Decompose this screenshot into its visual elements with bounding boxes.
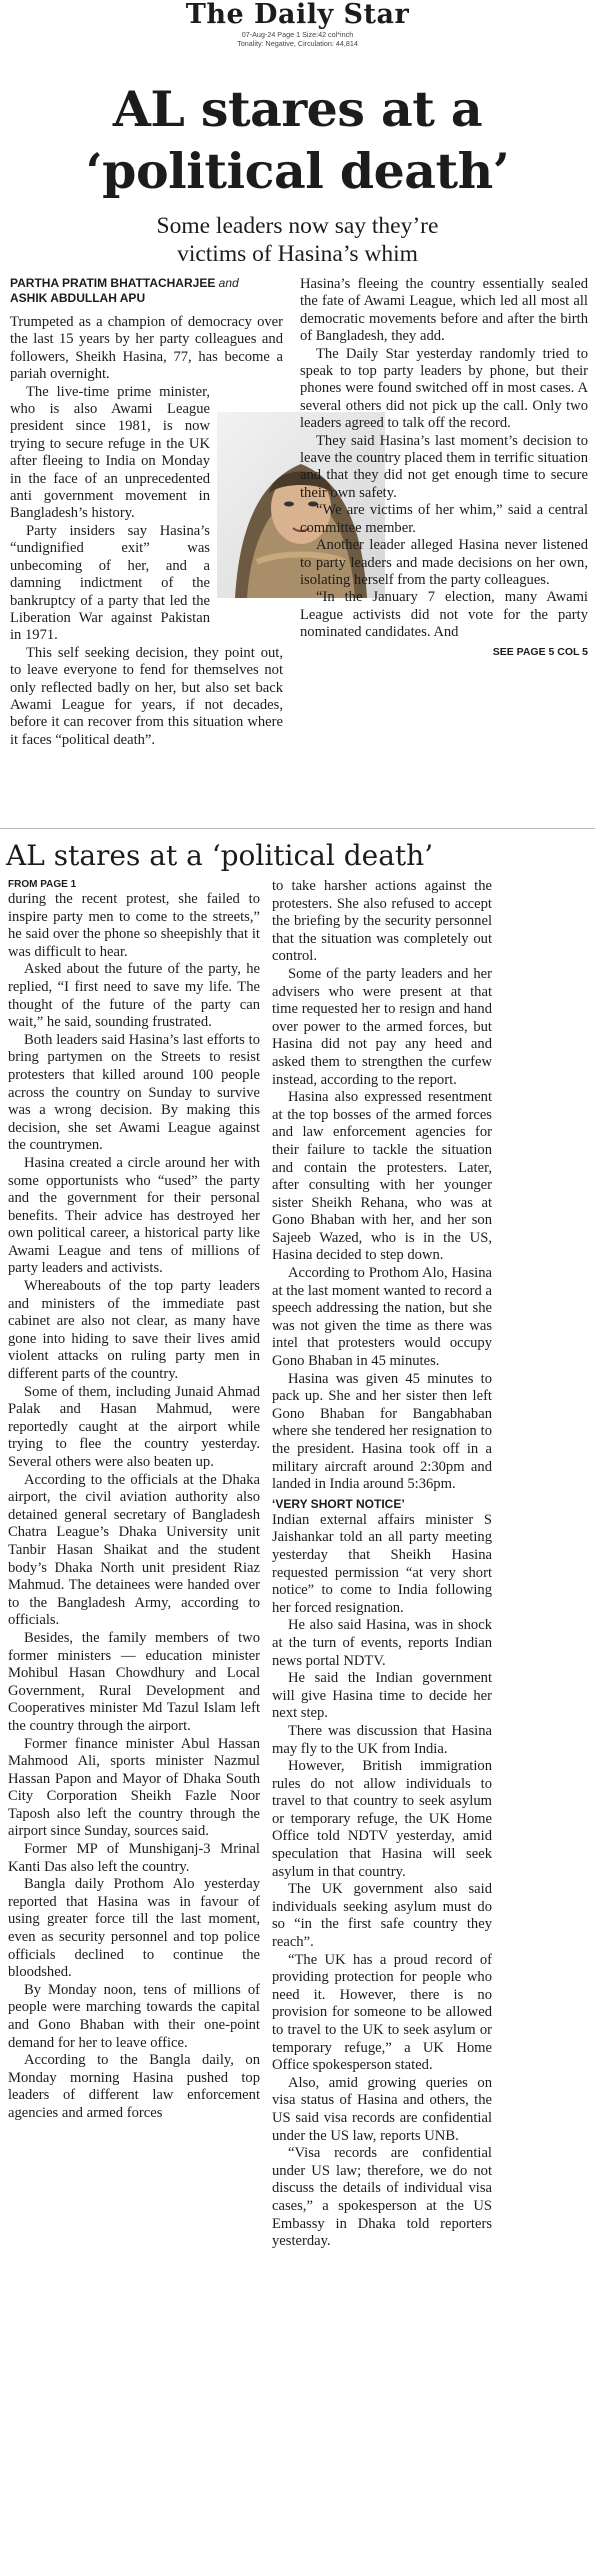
byline-author-1: PARTHA PRATIM BHATTACHARJEE — [10, 276, 216, 290]
paragraph: This self seeking decision, they point out, to leave everyone to fend for themselves not only reflected badly on her, but also set back Awami League for years, if not decades, before it can recover from this situation where it faces “political death”. — [10, 644, 283, 748]
paragraph: He also said Hasina, was in shock at the turn of events, reports Indian news portal NDTV. — [272, 1617, 492, 1669]
paragraph: However, British immigration rules do not allow individuals to travel to that country to seek asylum or temporary refuge, the UK Home Office told NDTV yesterday, amid speculation that Hasina will seek asylum in that country. — [272, 1758, 492, 1880]
paragraph: Trumpeted as a champion of democracy over the last 15 years by her party colleagues and followers, Sheikh Hasina, 77, has become a pariah overnight. — [10, 314, 283, 383]
paragraph: They said Hasina’s last moment’s decision to leave the country placed them in terrific situation and that they did not get enough time to secure their own safety. — [300, 432, 588, 501]
from-page-reference: FROM PAGE 1 — [8, 879, 77, 890]
paragraph: Former finance minister Abul Hassan Mahmood Ali, sports minister Nazmul Hassan Papon and Mayor of Dhaka South City Corporation Sheikh Fazle Noor Taposh also left the country through the airport since Sunday, sources said. — [8, 1735, 260, 1840]
paragraph: Another leader alleged Hasina never listened to party leaders and made decisions on her own, isolating herself from the party colleagues. — [300, 537, 588, 588]
clipping-meta-circulation: Tonality: Negative, Circulation: 44,814 — [237, 39, 358, 48]
byline-author-2: ASHIK ABDULLAH APU — [10, 291, 146, 305]
paragraph: According to the Bangla daily, on Monday morning Hasina pushed top leaders of different law enforcement agencies and armed forces — [8, 2052, 260, 2121]
paragraph: Party insiders say Hasina’s “undignified exit” was unbecoming of her, and a damning indictment of the bankruptcy of a party that led the Liberation War against Pakistan in 1971. — [10, 522, 210, 644]
paragraph: Asked about the future of the party, he replied, “I first need to save my life. The thought of the future of the party can wait,” he said, sounding frustrated. — [8, 961, 260, 1031]
paragraph: The UK government also said individuals seeking asylum must do so “in the first safe country they reach”. — [272, 1881, 492, 1951]
subsection-heading: ‘VERY SHORT NOTICE’ — [272, 1496, 405, 1511]
masthead — [0, 0, 595, 48]
paragraph: Whereabouts of the top party leaders and ministers of the immediate past cabinet are also not clear, as many have gone into hiding to save their lives amid violent attacks on ruling party men in different parts of the country. — [8, 1278, 260, 1383]
front-right-column — [300, 276, 588, 661]
paragraph: Hasina also expressed resentment at the top bosses of the armed forces and law enforcement agencies for their failure to tackle the situation and contain the protesters. Later, after consulting with her younger sister Sheikh Rehana, who was at Gono Bhaban with her, and her son Sajeeb Wazed, who is in the US, Hasina decided to step down. — [272, 1089, 492, 1264]
subheadline — [0, 212, 595, 268]
jump-headline: AL stares at a ‘political death’ — [6, 839, 434, 872]
paragraph: during the recent protest, she failed to inspire party men to come to the streets,” he said over the phone so sheepishly that it was difficult to hear. — [8, 891, 260, 960]
paragraph: Former MP of Munshiganj-3 Mrinal Kanti Das also left the country. — [8, 1841, 260, 1875]
byline — [10, 276, 283, 306]
headline-line-1: AL stares at a — [112, 80, 483, 138]
byline-and: and — [218, 276, 239, 290]
paragraph: The live-time prime minister, who is also Awami League president since 1981, is now trying to secure refuge in the UK after fleeing to India on Monday in the face of an unprecedented anti government movement in Bangladesh’s history. — [10, 383, 210, 522]
headline-line-2: ‘political death’ — [85, 142, 510, 200]
paragraph: Some of the party leaders and her advisers who were present at that time requested her to resign and hand over power to the armed forces, but Hasina did not pay any heed and asked them to strengthen the curfew instead, according to the report. — [272, 965, 492, 1088]
paragraph: According to the officials at the Dhaka airport, the civil aviation authority also detained general secretary of Bangladesh Chatra League’s Dhaka University unit Tanbir Hasan Shaikat and the student body’s Dhaka North unit president Riaz Mahmud. The detainees were handed over to the Bangladesh Army, according to officials. — [8, 1471, 260, 1629]
clipping-meta-date: 07-Aug-24 Page 1 Size:42 col*inch — [241, 30, 354, 39]
paragraph: “Visa records are confidential under US law; therefore, we do not discuss the details of individual visa cases,” a spokesperson at the US Embassy in Dhaka told reporters yesterday. — [272, 2145, 492, 2250]
see-page-reference: SEE PAGE 5 COL 5 — [492, 645, 588, 658]
paragraph: Also, amid growing queries on visa status of Hasina and others, the US said visa records are confidential under the US law, reports UNB. — [272, 2074, 492, 2144]
paragraph: He said the Indian government will give Hasina time to decide her next step. — [272, 1670, 492, 1722]
jump-column-1 — [8, 878, 260, 2123]
paragraph: According to Prothom Alo, Hasina at the last moment wanted to record a speech addressing the nation, but she was not given the time as there was intel that protesters would occupy Gono Bhaban in 45 minutes. — [272, 1265, 492, 1370]
subheadline-line-2: victims of Hasina’s whim — [177, 241, 418, 267]
paragraph: Hasina created a circle around her with some opportunists who “used” the party and the government for their personal benefits. Their advice has destroyed her own political career, a historical party like Awami League and tens of millions of party leaders and activists. — [8, 1154, 260, 1277]
paragraph: Both leaders said Hasina’s last efforts to bring partymen on the Streets to resist protesters that killed around 100 people across the country on Sunday to survive was a wrong decision. By making this decision, she set Awami League against the countrymen. — [8, 1031, 260, 1154]
jump-column-2 — [272, 878, 492, 2251]
paragraph: Hasina’s fleeing the country essentially sealed the fate of Awami League, which led all most all democratic movements before and after the birth of Bangladesh, they add. — [300, 276, 588, 345]
paragraph: Hasina was given 45 minutes to pack up. She and her sister then left Gono Bhaban for Bangabhaban where she tendered her resignation to the president. Hasina took off in a military aircraft around 2:30pm and landed in India around 5:36pm. — [272, 1370, 492, 1493]
paragraph: “In the January 7 election, many Awami League activists did not vote for the party nominated candidates. And — [300, 589, 588, 641]
paragraph: “We are victims of her whim,” said a central committee member. — [300, 502, 588, 536]
newspaper-logo: The Daily Star — [185, 0, 410, 30]
paragraph: Besides, the family members of two former ministers — education minister Mohibul Hasan Chowdhury and Local Government, Rural Development and Cooperatives minister Md Tazul Islam left the country through the airport. — [8, 1629, 260, 1734]
paragraph: Bangla daily Prothom Alo yesterday reported that Hasina was in favour of using greater force till the last moment, even as security personnel and top police officials declined to continue the bloodshed. — [8, 1876, 260, 1981]
paragraph: to take harsher actions against the protesters. She also refused to accept the briefing by the security personnel that the situation was completely out control. — [272, 878, 492, 965]
paragraph: “The UK has a proud record of providing protection for people who need it. However, there is no provision for someone to be allowed to travel to the UK to seek asylum or temporary refuge,” a UK Home Office spokesperson stated. — [272, 1951, 492, 2074]
subheadline-line-1: Some leaders now say they’re — [156, 213, 439, 239]
headline — [0, 78, 595, 202]
paragraph: Indian external affairs minister S Jaishankar told an all party meeting yesterday that Sheikh Hasina requested permission “at very short notice” to come to India following her forced resignation. — [272, 1511, 492, 1616]
paragraph: There was discussion that Hasina may fly to the UK from India. — [272, 1722, 492, 1757]
section-divider — [0, 828, 595, 829]
paragraph: The Daily Star yesterday randomly tried to speak to top party leaders by phone, but their phones were found switched off in most cases. A several others did not pick up the call. Only two leaders agreed to talk off the record. — [300, 345, 588, 432]
paragraph: Some of them, including Junaid Ahmad Palak and Hasan Mahmud, were reportedly caught at the airport while trying to flee the country yesterday. Several others were also beaten up. — [8, 1383, 260, 1470]
paragraph: By Monday noon, tens of millions of people were marching towards the capital and Gono Bhaban with their one-point demand for her to leave office. — [8, 1981, 260, 2051]
